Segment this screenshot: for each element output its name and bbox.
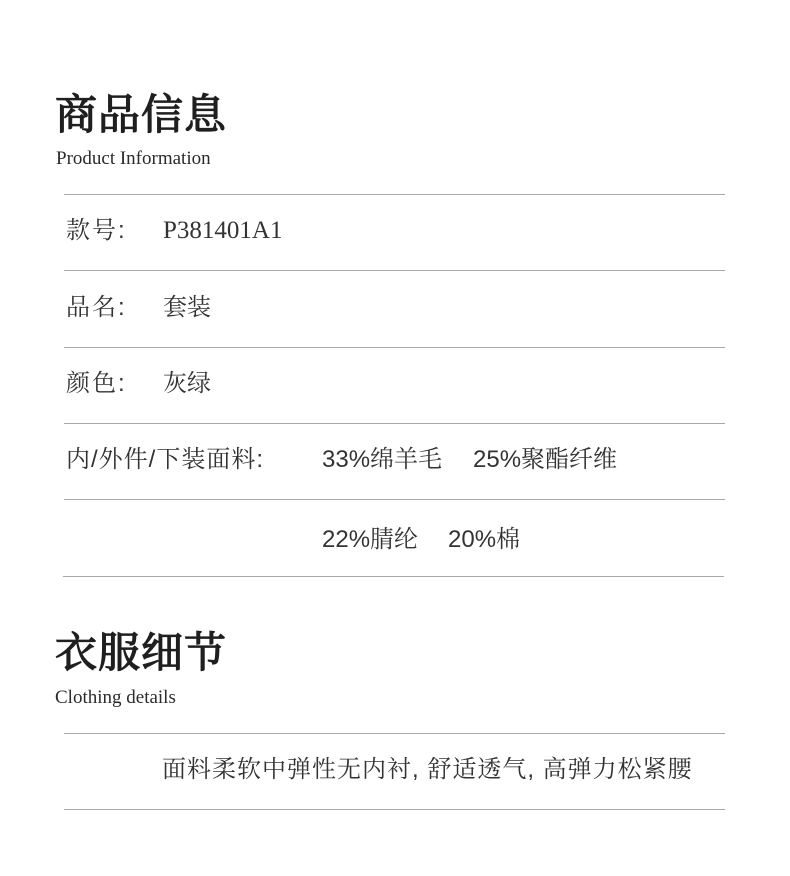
clothing-details-description: 面料柔软中弹性无内衬, 舒适透气, 高弹力松紧腰	[162, 756, 693, 783]
product-info-subtitle: Product Information	[56, 148, 211, 169]
clothing-details-subtitle: Clothing details	[55, 687, 176, 708]
fabric-composition-item: 25%聚酯纤维	[473, 446, 618, 473]
divider	[64, 499, 725, 500]
clothing-details-title: 衣服细节	[55, 628, 228, 677]
product-name-value: 套装	[163, 294, 211, 321]
product-info-title: 商品信息	[55, 90, 228, 139]
fabric-composition-item: 20%棉	[448, 526, 521, 553]
divider	[64, 347, 725, 348]
divider	[64, 809, 725, 810]
sku-value: P381401A1	[163, 217, 283, 244]
divider	[64, 423, 725, 424]
divider	[64, 194, 725, 195]
divider	[64, 270, 725, 271]
fabric-composition-item: 22%腈纶	[322, 526, 419, 553]
product-name-label: 品名:	[66, 294, 127, 321]
divider	[64, 733, 725, 734]
divider	[63, 576, 724, 577]
sku-label: 款号:	[66, 217, 127, 244]
color-label: 颜色:	[66, 370, 127, 397]
fabric-label: 内/外件/下装面料:	[66, 446, 265, 473]
fabric-composition-item: 33%绵羊毛	[322, 446, 443, 473]
color-value: 灰绿	[163, 370, 211, 397]
